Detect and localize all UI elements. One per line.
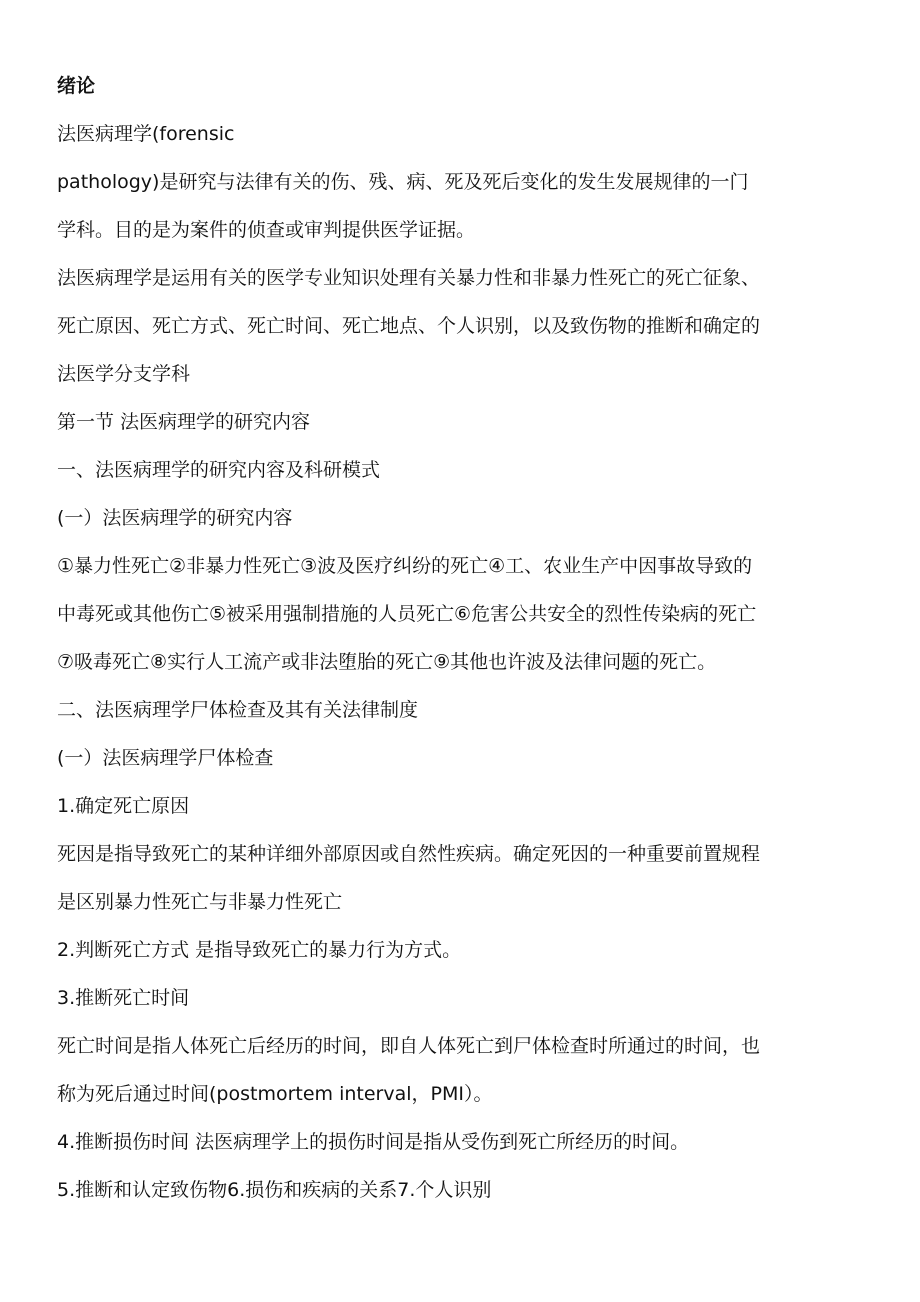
subsection-heading: 二、法医病理学尸体检查及其有关法律制度 (57, 699, 419, 721)
list-line: ①暴力性死亡②非暴力性死亡③波及医疗纠纷的死亡④工、农业生产中因事故导致的 (57, 555, 753, 577)
numbered-item: 3.推断死亡时间 (57, 987, 190, 1009)
numbered-item: 1.确定死亡原因 (57, 795, 190, 817)
paragraph-line: 法医病理学(forensic (57, 123, 235, 145)
subsection-heading: 一、法医病理学的研究内容及科研模式 (57, 459, 381, 481)
paragraph-line: pathology)是研究与法律有关的伤、残、病、死及死后变化的发生发展规律的一门 (57, 171, 749, 193)
paragraph-line: 法医学分支学科 (57, 363, 191, 385)
paragraph-line: 学科。目的是为案件的侦查或审判提供医学证据。 (57, 219, 476, 241)
subsection-heading: (一）法医病理学的研究内容 (57, 507, 293, 529)
paragraph-line: 死因是指导致死亡的某种详细外部原因或自然性疾病。确定死因的一种重要前置规程 (57, 843, 761, 865)
subsection-heading: (一）法医病理学尸体检查 (57, 747, 274, 769)
numbered-item: 5.推断和认定致伤物6.损伤和疾病的关系7.个人识别 (57, 1179, 492, 1201)
document-title: 绪论 (57, 75, 96, 97)
paragraph-line: 是区别暴力性死亡与非暴力性死亡 (57, 891, 343, 913)
paragraph-line: 称为死后通过时间(postmortem interval，PMI）。 (57, 1083, 493, 1105)
list-line: 中毒死或其他伤亡⑤被采用强制措施的人员死亡⑥危害公共安全的烈性传染病的死亡 (57, 603, 757, 625)
numbered-item: 2.判断死亡方式 是指导致死亡的暴力行为方式。 (57, 939, 462, 961)
paragraph-line: 死亡原因、死亡方式、死亡时间、死亡地点、个人识别，以及致伤物的推断和确定的 (57, 315, 761, 337)
paragraph-line: 死亡时间是指人体死亡后经历的时间，即自人体死亡到尸体检查时所通过的时间，也 (57, 1035, 761, 1057)
numbered-item: 4.推断损伤时间 法医病理学上的损伤时间是指从受伤到死亡所经历的时间。 (57, 1131, 690, 1153)
document-page (57, 62, 863, 1214)
section-heading: 第一节 法医病理学的研究内容 (57, 411, 311, 433)
list-line: ⑦吸毒死亡⑧实行人工流产或非法堕胎的死亡⑨其他也许波及法律问题的死亡。 (57, 651, 717, 673)
paragraph-line: 法医病理学是运用有关的医学专业知识处理有关暴力性和非暴力性死亡的死亡征象、 (57, 267, 761, 289)
